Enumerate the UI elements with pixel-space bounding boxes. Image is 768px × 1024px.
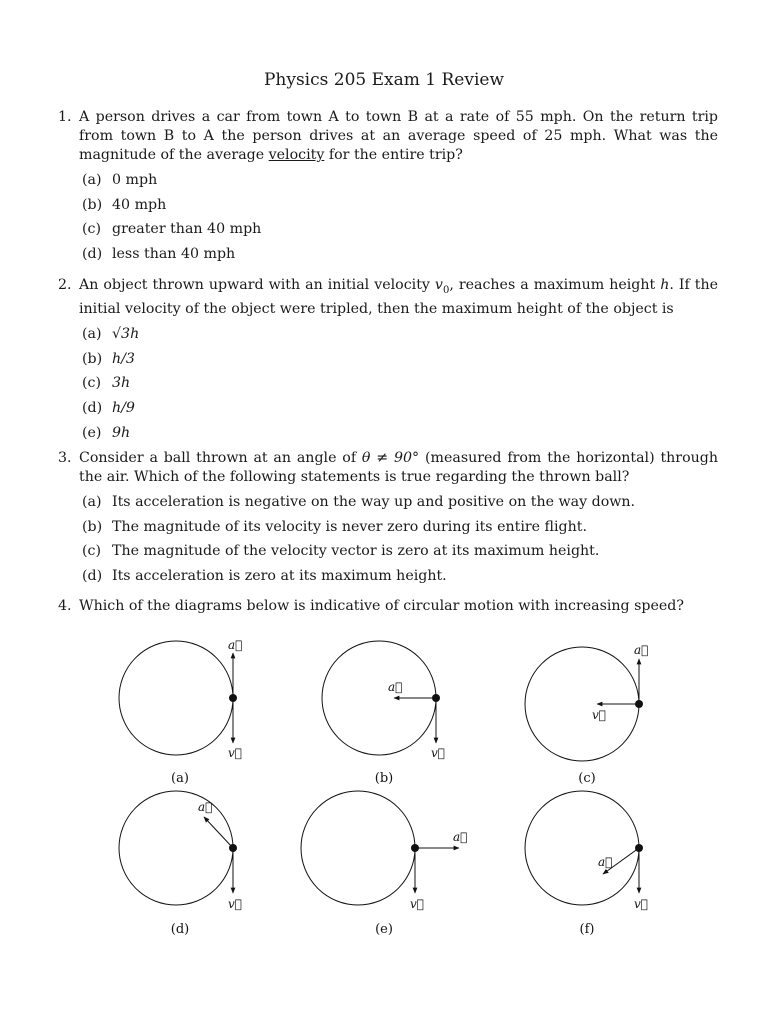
- answer-options: [82, 171, 718, 270]
- circle-path: [119, 791, 233, 905]
- answer-option: (d) Its acceleration is zero at its maximum height.: [82, 568, 447, 585]
- acceleration-label: a⃗: [598, 855, 613, 869]
- answer-options: [82, 325, 718, 448]
- velocity-label: v⃗: [410, 897, 424, 911]
- velocity-label: v⃗: [228, 746, 242, 760]
- circle-path: [301, 791, 415, 905]
- circle-path: [525, 647, 639, 761]
- diagram-b: [322, 641, 440, 755]
- diagram-caption: (b): [374, 771, 394, 786]
- question-4: [58, 597, 718, 616]
- diagram-e: [301, 791, 459, 905]
- acceleration-label: a⃗: [634, 643, 649, 657]
- acceleration-label: a⃗: [198, 800, 213, 814]
- answer-option: (a) 0 mph: [82, 172, 158, 188]
- underlined-word: velocity: [268, 147, 325, 163]
- question-stem: A person drives a car from town A to town B at a rate of 55 mph. On the return trip from town B to A the person drives at an average speed of 25 mph. What was the magnitude of the average velocity for the entire trip?: [79, 109, 718, 163]
- question-2: [58, 276, 718, 448]
- velocity-label: v⃗: [431, 746, 445, 760]
- diagram-f: [525, 791, 643, 905]
- answer-option: (d) less than 40 mph: [82, 246, 236, 263]
- velocity-label: v⃗: [228, 897, 242, 911]
- answer-option: (b) 40 mph: [82, 196, 167, 213]
- diagram-c: [525, 647, 643, 761]
- diagram-a: [119, 641, 237, 755]
- answer-option: (d) h/9: [82, 399, 135, 416]
- diagram-caption: (d): [170, 922, 190, 937]
- acceleration-arrow: [603, 848, 639, 874]
- circle-path: [525, 791, 639, 905]
- circle-path: [322, 641, 436, 755]
- velocity-label: v⃗: [592, 708, 606, 722]
- acceleration-label: a⃗: [388, 680, 403, 694]
- question-stem: Which of the diagrams below is indicative of circular motion with increasing speed?: [79, 598, 684, 614]
- diagram-caption: (a): [171, 771, 189, 786]
- answer-option: (a) √3h: [82, 325, 140, 342]
- page-title: Physics 205 Exam 1 Review: [263, 70, 505, 90]
- diagram-caption: (f): [579, 922, 595, 937]
- acceleration-arrow: [204, 817, 233, 848]
- answer-option: (b) The magnitude of its velocity is never zero during its entire flight.: [82, 518, 587, 535]
- answer-option: (a) Its acceleration is negative on the way up and positive on the way down.: [82, 494, 636, 510]
- answer-options: [82, 493, 718, 592]
- answer-option: (c) The magnitude of the velocity vector is zero at its maximum height.: [82, 543, 600, 560]
- particle-dot: [229, 844, 237, 852]
- answer-option: (e) 9h: [82, 424, 131, 441]
- question-3: [58, 449, 718, 592]
- diagram-caption: (e): [375, 922, 393, 937]
- question-number: 3.: [58, 450, 72, 466]
- question-1: [58, 108, 718, 270]
- circle-path: [119, 641, 233, 755]
- answer-option: (b) h/3: [82, 350, 135, 367]
- particle-dot: [635, 844, 643, 852]
- question-number: 4.: [58, 598, 72, 614]
- particle-dot: [635, 700, 643, 708]
- question-number: 2.: [58, 277, 72, 293]
- acceleration-label: a⃗: [228, 638, 243, 652]
- diagram-d: [119, 791, 237, 905]
- question-stem: Consider a ball thrown at an angle of θ ≠ 90° (measured from the horizontal) through the air. Which of the following statements is true regarding the thrown ball?: [79, 450, 718, 485]
- particle-dot: [432, 694, 440, 702]
- question-stem: An object thrown upward with an initial velocity $v_0$, reaches a maximum height h. If the initial velocity of the object were tripled, then the maximum height of the object is: [79, 277, 718, 317]
- answer-option: (c) greater than 40 mph: [82, 221, 262, 238]
- velocity-label: v⃗: [634, 897, 648, 911]
- diagram-caption: (c): [578, 771, 596, 786]
- answer-option: (c) 3h: [82, 375, 131, 392]
- particle-dot: [229, 694, 237, 702]
- question-number: 1.: [58, 109, 72, 125]
- acceleration-label: a⃗: [453, 830, 468, 844]
- particle-dot: [411, 844, 419, 852]
